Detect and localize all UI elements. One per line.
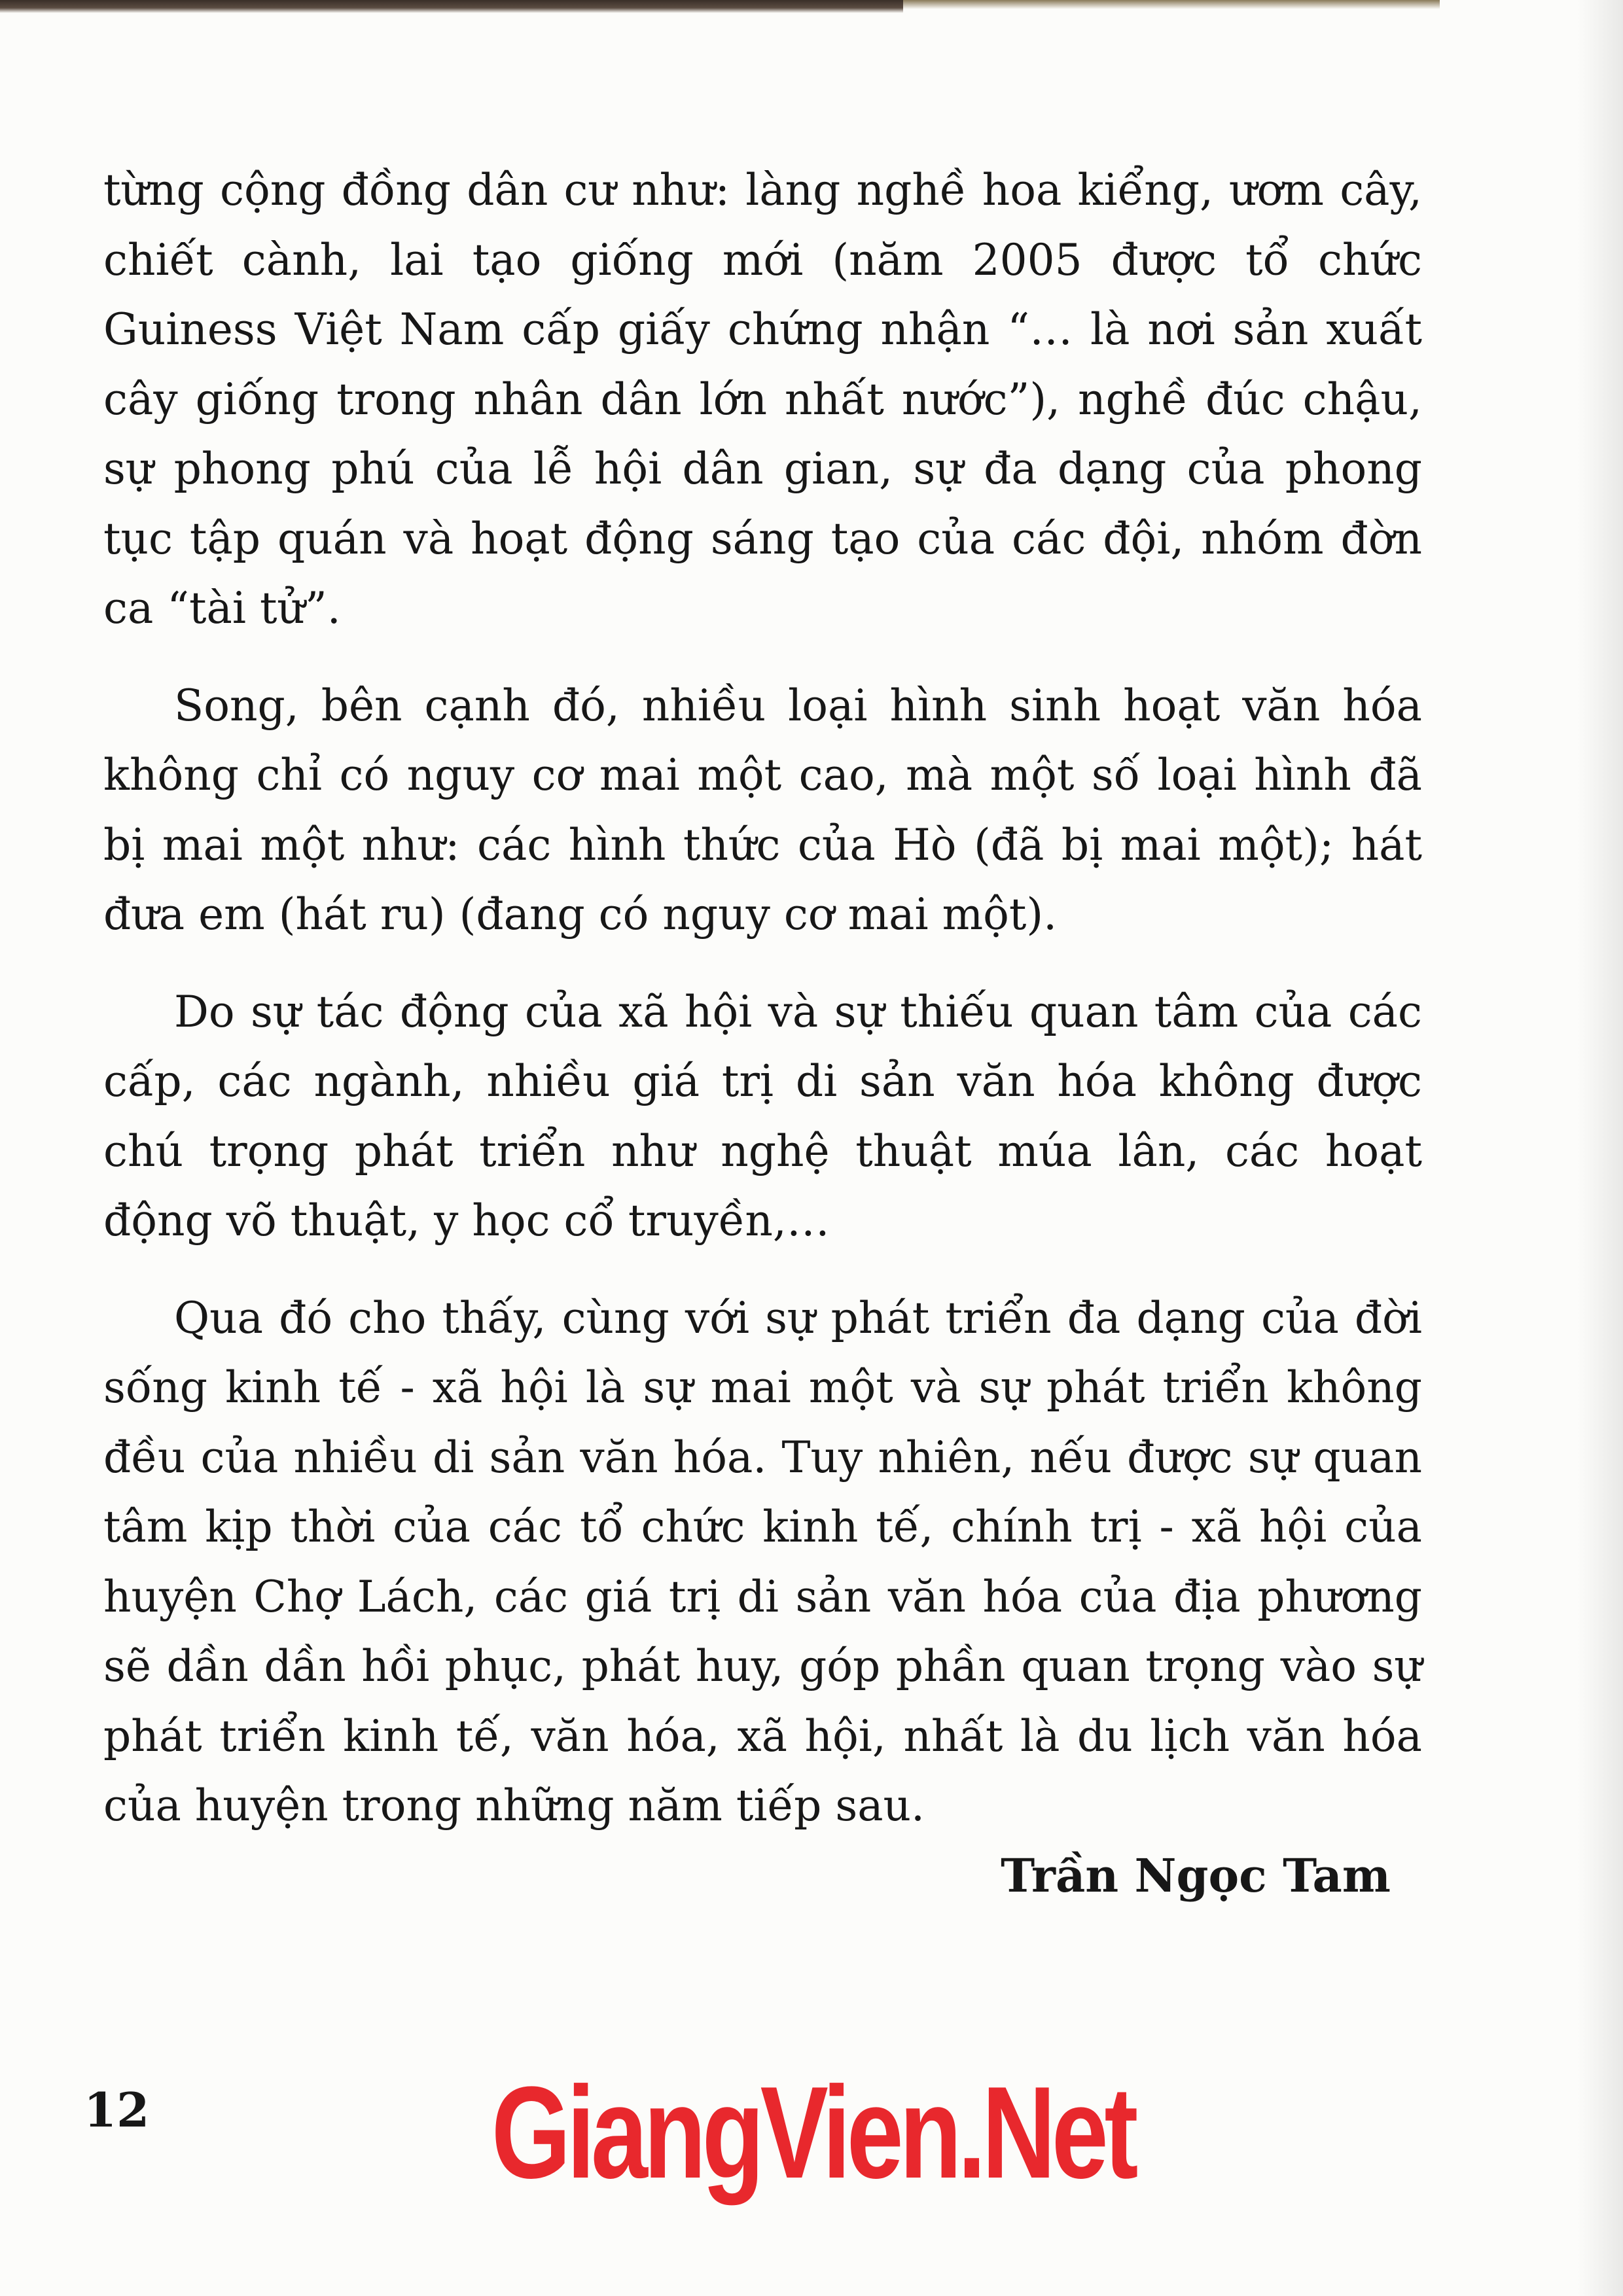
paragraph-qua-do: Qua đó cho thấy, cùng với sự phát triển đa dạng của đời sống kinh tế - xã hội là sự mai một và sự phát triển không đều của nhiều di sản văn hóa. Tuy nhiên, nếu được sự quan tâm kịp thời của các tổ chức kinh tế, chính trị - xã hội của huyện Chợ Lách, các giá trị di sản văn hóa của địa phương sẽ dần dần hồi phục, phát huy, góp phần quan trọng vào sự phát triển kinh tế, văn hóa, xã hội, nhất là du lịch văn hóa của huyện trong những năm tiếp sau. — [103, 1292, 1422, 1831]
page-right-shadow — [1577, 0, 1623, 2296]
paragraph-song: Song, bên cạnh đó, nhiều loại hình sinh hoạt văn hóa không chỉ có nguy cơ mai một cao, mà một số loại hình đã bị mai một như: các hình thức của Hò (đã bị mai một); hát đưa em (hát ru) (đang có nguy cơ mai một). — [103, 680, 1422, 940]
watermark-logo: GiangVien.Net — [491, 2060, 1135, 2206]
paragraph-do-su-tac-dong: Do sự tác động của xã hội và sự thiếu quan tâm của các cấp, các ngành, nhiều giá trị di sản văn hóa không được chú trọng phát triển như nghệ thuật múa lân, các hoạt động võ thuật, y học cổ truyền,… — [103, 986, 1422, 1246]
page-top-edge-right — [903, 0, 1440, 9]
paragraph-continuation: từng cộng đồng dân cư như: làng nghề hoa kiểng, ươm cây, chiết cành, lai tạo giống mới (năm 2005 được tổ chức Guiness Việt Nam cấp giấy chứng nhận “… là nơi sản xuất cây giống trong nhân dân lớn nhất nước”), nghề đúc chậu, sự phong phú của lễ hội dân gian, sự đa dạng của phong tục tập quán và hoạt động sáng tạo của các đội, nhóm đờn ca “tài tử”. — [103, 165, 1422, 633]
page-number: 12 — [84, 2082, 150, 2138]
body-text — [103, 156, 1422, 1841]
author-signature: Trần Ngọc Tam — [1001, 1848, 1391, 1903]
page-top-edge — [0, 0, 903, 13]
